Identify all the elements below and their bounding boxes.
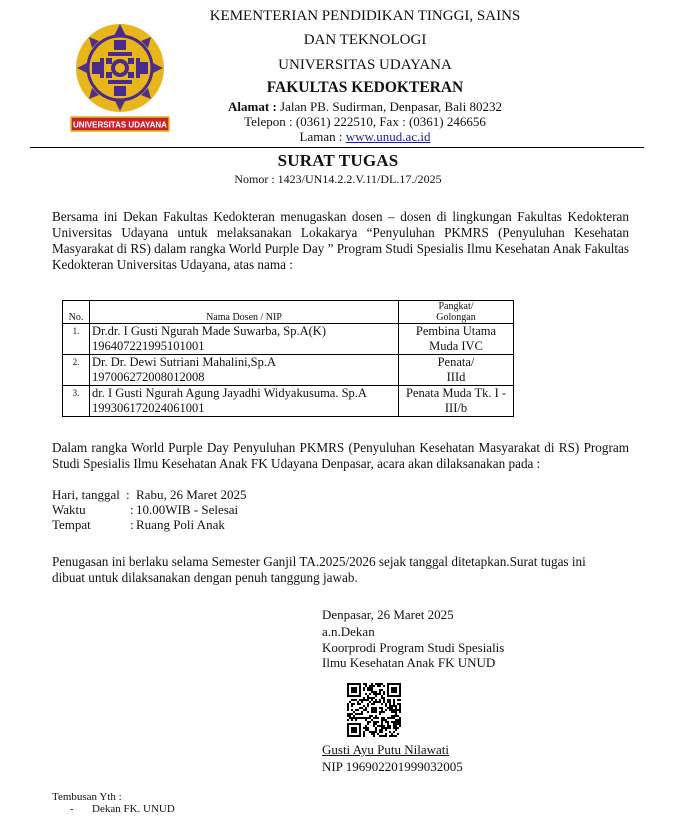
detail-value: 10.00WIB - Selesai [136, 502, 239, 517]
row-rank-cell [399, 386, 514, 417]
signatory-name: Gusti Ayu Putu Nilawati [322, 742, 450, 757]
row-name: Dr.dr. I Gusti Ngurah Made Suwarba, Sp.A(K) [92, 324, 326, 338]
detail-label: Tempat [52, 517, 91, 532]
row-no: 1. [63, 324, 90, 355]
row-name-cell [90, 386, 399, 417]
header-address [150, 99, 580, 114]
row-name-cell [90, 355, 399, 386]
detail-label: Hari, tanggal [52, 487, 120, 502]
detail-place [52, 517, 225, 532]
row-nip: 199306172024061001 [92, 401, 205, 415]
row-name: dr. I Gusti Ngurah Agung Jayadhi Widyakusuma. Sp.A [92, 386, 367, 400]
detail-value: Ruang Poli Anak [136, 517, 225, 532]
signature-position2: Ilmu Kesehatan Anak FK UNUD [322, 655, 496, 670]
row-rank2: IIId [446, 370, 466, 384]
header-faculty: FAKULTAS KEDOKTERAN [266, 79, 464, 96]
website-link[interactable]: www.unud.ac.id [345, 129, 431, 144]
row-rank1: Penata Muda Tk. I - [405, 386, 507, 400]
signature-position1: Koorprodi Program Studi Spesialis [322, 640, 505, 655]
row-nip: 197006272008012008 [92, 370, 205, 384]
row-nip: 196407221995101001 [92, 339, 205, 353]
detail-sep: : [130, 502, 134, 517]
row-rank1: Penata/ [437, 355, 475, 369]
header-website [150, 129, 580, 144]
header-divider [30, 147, 644, 148]
event-paragraph: Dalam rangka World Purple Day Penyuluhan PKMRS (Penyuluhan Kesehatan Masyarakat di RS) Program Studi Spesialis Ilmu Kesehatan Anak FK Udayana Denpasar, acara akan dilaksanakan pada : [52, 440, 629, 471]
address-text: Jalan PB. Sudirman, Denpasar, Bali 80232 [280, 99, 502, 114]
lecturer-table [62, 300, 514, 417]
table-row [63, 386, 514, 417]
table-row [63, 355, 514, 386]
header-rank-top: Pangkat/ [438, 301, 474, 312]
header-rank-bottom: Golongan [436, 312, 476, 323]
letter-title: SURAT TUGAS [277, 151, 399, 170]
header-university: UNIVERSITAS UDAYANA [278, 57, 452, 73]
header-name: Nama Dosen / NIP [90, 301, 399, 324]
cc-item [70, 803, 175, 816]
table-header-row [63, 301, 514, 324]
logo-lettering: UNIVERSITAS UDAYANA [73, 120, 167, 130]
website-label: Laman : [299, 129, 343, 144]
header-rank [399, 301, 514, 324]
row-no: 3. [63, 386, 90, 417]
header-phone: Telepon : (0361) 222510, Fax : (0361) 246656 [244, 114, 486, 129]
row-rank2: Muda IVC [429, 339, 483, 353]
signature-on-behalf: a.n.Dekan [322, 624, 375, 639]
qr-code-icon [347, 683, 401, 737]
header-ministry-line2: DAN TEKNOLOGI [303, 32, 427, 48]
detail-sep: : [130, 517, 134, 532]
detail-date [52, 487, 246, 502]
row-name: Dr. Dr. Dewi Sutriani Mahalini,Sp.A [92, 355, 277, 369]
cc-item-text: Dekan FK. UNUD [92, 803, 175, 815]
row-rank-cell [399, 324, 514, 355]
letter-number: Nomor : 1423/UN14.2.2.V.11/DL.17./2025 [234, 172, 442, 186]
signatory-nip: NIP 196902201999032005 [322, 759, 463, 774]
row-rank-cell [399, 355, 514, 386]
row-rank1: Pembina Utama [415, 324, 497, 338]
detail-sep: : [126, 487, 130, 502]
row-rank2: III/b [444, 401, 468, 415]
header-ministry-line1: KEMENTERIAN PENDIDIKAN TINGGI, SAINS [209, 8, 521, 24]
row-no: 2. [63, 355, 90, 386]
cc-bullet: - [70, 803, 74, 815]
address-label: Alamat : [228, 99, 277, 114]
detail-label: Waktu [52, 502, 86, 517]
intro-paragraph: Bersama ini Dekan Fakultas Kedokteran menugaskan dosen – dosen di lingkungan Fakultas Kedokteran Universitas Udayana untuk melaksanakan Lokakarya “Penyuluhan PKMRS (Penyuluhan Kesehatan Masyarakat di RS) dalam rangka World Purple Day ” Program Studi Spesialis Ilmu Kesehatan Anak Fakultas Kedokteran Universitas Udayana, atas nama : [52, 209, 630, 272]
row-name-cell [90, 324, 399, 355]
detail-time [52, 502, 238, 517]
cc-label: Tembusan Yth : [52, 791, 122, 803]
signature-place-date: Denpasar, 26 Maret 2025 [322, 607, 454, 622]
validity-paragraph: Penugasan ini berlaku selama Semester Ganjil TA.2025/2026 sejak tanggal ditetapkan.Surat tugas ini dibuat untuk dilaksanakan dengan penuh tanggung jawab. [52, 554, 586, 585]
table-row [63, 324, 514, 355]
detail-value: Rabu, 26 Maret 2025 [136, 487, 247, 502]
header-no: No. [63, 301, 90, 324]
